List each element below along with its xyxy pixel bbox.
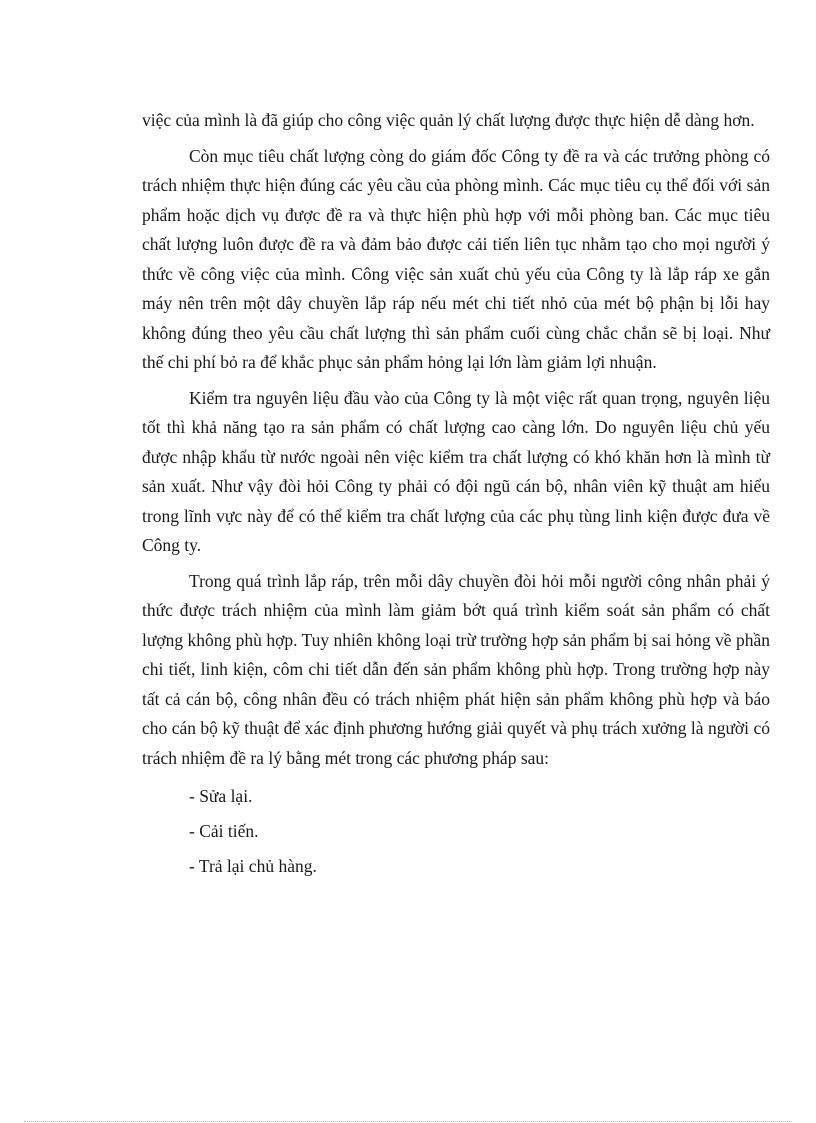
list-item-improve: - Cải tiến. <box>189 821 259 841</box>
page-bottom-divider <box>24 1121 792 1122</box>
paragraph-assembly-process: Trong quá trình lắp ráp, trên mỗi dây chuyền đòi hỏi mỗi người công nhân phải ý thức được trách nhiệm của mình làm giảm bớt quá trình kiểm soát sản phẩm có chất lượng không phù hợp. Tuy nhiên không loại trừ trường hợp sản phẩm bị sai hỏng về phần chi tiết, linh kiện, côm chi tiết dẫn đến sản phẩm không phù hợp. Trong trường hợp này tất cả cán bộ, công nhân đều có trách nhiệm phát hiện sản phẩm không phù hợp và báo cho cán bộ kỹ thuật để xác định phương hướng giải quyết và phụ trách xưởng là người có trách nhiệm đề ra lý bằng mét trong các phương pháp sau: <box>142 570 770 768</box>
paragraph-input-inspection: Kiểm tra nguyên liệu đầu vào của Công ty là một việc rất quan trọng, nguyên liệu tốt thì khả năng tạo ra sản phẩm có chất lượng cao càng lớn. Do nguyên liệu chủ yếu được nhập khẩu từ nước ngoài nên việc kiểm tra chất lượng có khó khăn hơn là mình từ sản xuất. Như vậy đòi hỏi Công ty phải có đội ngũ cán bộ, nhân viên kỹ thuật am hiểu trong lĩnh vực này để có thể kiểm tra chất lượng của các phụ tùng linh kiện được đưa về Công ty. <box>142 387 770 555</box>
document-page <box>142 106 770 884</box>
paragraph-quality-objectives: Còn mục tiêu chất lượng còng do giám đốc Công ty đề ra và các trưởng phòng có trách nhiệm thực hiện đúng các yêu cầu của phòng mình. Các mục tiêu cụ thể đối với sản phẩm hoặc dịch vụ được đề ra và thực hiện phù hợp với mỗi phòng ban. Các mục tiêu chất lượng luôn được đề ra và đảm bảo được cải tiến liên tục nhằm tạo cho mọi người ý thức về công việc của mình. Công việc sản xuất chủ yếu của Công ty là lắp ráp xe gắn máy nên trên một dây chuyền lắp ráp nếu mét chi tiết nhỏ của mét bộ phận bị lỗi hay không đúng theo yêu cầu chất lượng thì sản phẩm cuối cùng chắc chắn sẽ bị loại. Như thế chi phí bỏ ra để khắc phục sản phẩm hỏng lại lớn làm giảm lợi nhuận. <box>142 145 770 372</box>
paragraph-continuation: việc của mình là đã giúp cho công việc quản lý chất lượng được thực hiện dễ dàng hơn. <box>142 110 755 130</box>
method-list <box>142 779 770 884</box>
list-item-repair: - Sửa lại. <box>189 786 253 806</box>
list-item-return: - Trả lại chủ hàng. <box>189 856 317 876</box>
